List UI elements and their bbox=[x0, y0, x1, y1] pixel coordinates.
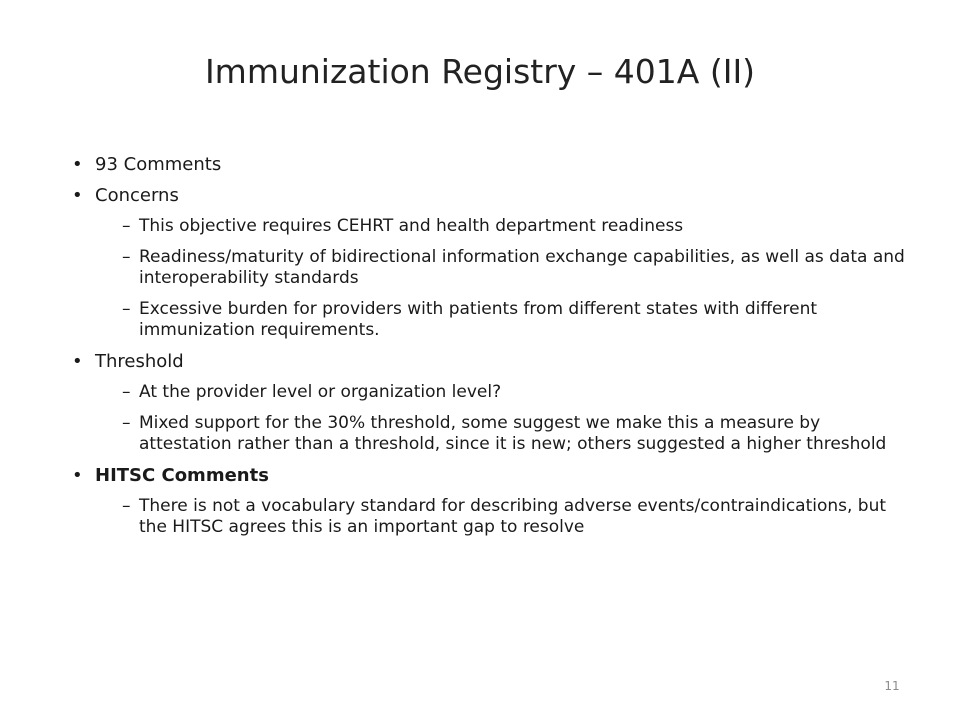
sub-bullet-item bbox=[70, 299, 915, 341]
bullet-threshold bbox=[70, 351, 915, 372]
bullet-marker: • bbox=[72, 465, 83, 486]
sub-bullet-marker: – bbox=[122, 247, 131, 267]
sub-bullet-text: Excessive burden for providers with patients from different states with different immunization requirements. bbox=[139, 299, 818, 340]
slide-content bbox=[70, 154, 915, 548]
bullet-marker: • bbox=[72, 351, 83, 372]
bullet-concerns bbox=[70, 185, 915, 206]
slide-title: Immunization Registry – 401A (II) bbox=[204, 52, 756, 91]
sub-bullet-marker: – bbox=[122, 382, 131, 402]
sub-bullet-item bbox=[70, 247, 915, 289]
sub-bullet-marker: – bbox=[122, 496, 131, 516]
bullet-text: Concerns bbox=[95, 185, 179, 206]
bullet-text: HITSC Comments bbox=[95, 465, 269, 486]
bullet-text: 93 Comments bbox=[95, 154, 222, 175]
sub-bullet-marker: – bbox=[122, 216, 131, 236]
bullet-marker: • bbox=[72, 185, 83, 206]
bullet-text: Threshold bbox=[95, 351, 184, 372]
bullet-marker: • bbox=[72, 154, 83, 175]
sub-bullet-text: This objective requires CEHRT and health department readiness bbox=[139, 216, 684, 236]
sub-bullet-text: There is not a vocabulary standard for describing adverse events/contraindications, but the HITSC agrees this is an important gap to resolve bbox=[139, 496, 887, 537]
sub-bullet-item bbox=[70, 496, 915, 538]
sub-bullet-marker: – bbox=[122, 299, 131, 319]
sub-bullet-item bbox=[70, 413, 915, 455]
sub-bullet-text: At the provider level or organization level? bbox=[139, 382, 502, 402]
page-number: 11 bbox=[884, 679, 900, 693]
sub-bullet-item bbox=[70, 216, 915, 237]
sub-bullet-marker: – bbox=[122, 413, 131, 433]
sub-bullet-text: Readiness/maturity of bidirectional information exchange capabilities, as well as data and interoperability standards bbox=[139, 247, 905, 288]
sub-bullet-text: Mixed support for the 30% threshold, some suggest we make this a measure by attestation rather than a threshold, since it is new; others suggested a higher threshold bbox=[139, 413, 887, 454]
sub-bullet-item bbox=[70, 382, 915, 403]
bullet-comments-count bbox=[70, 154, 915, 175]
bullet-hitsc-comments bbox=[70, 465, 915, 486]
